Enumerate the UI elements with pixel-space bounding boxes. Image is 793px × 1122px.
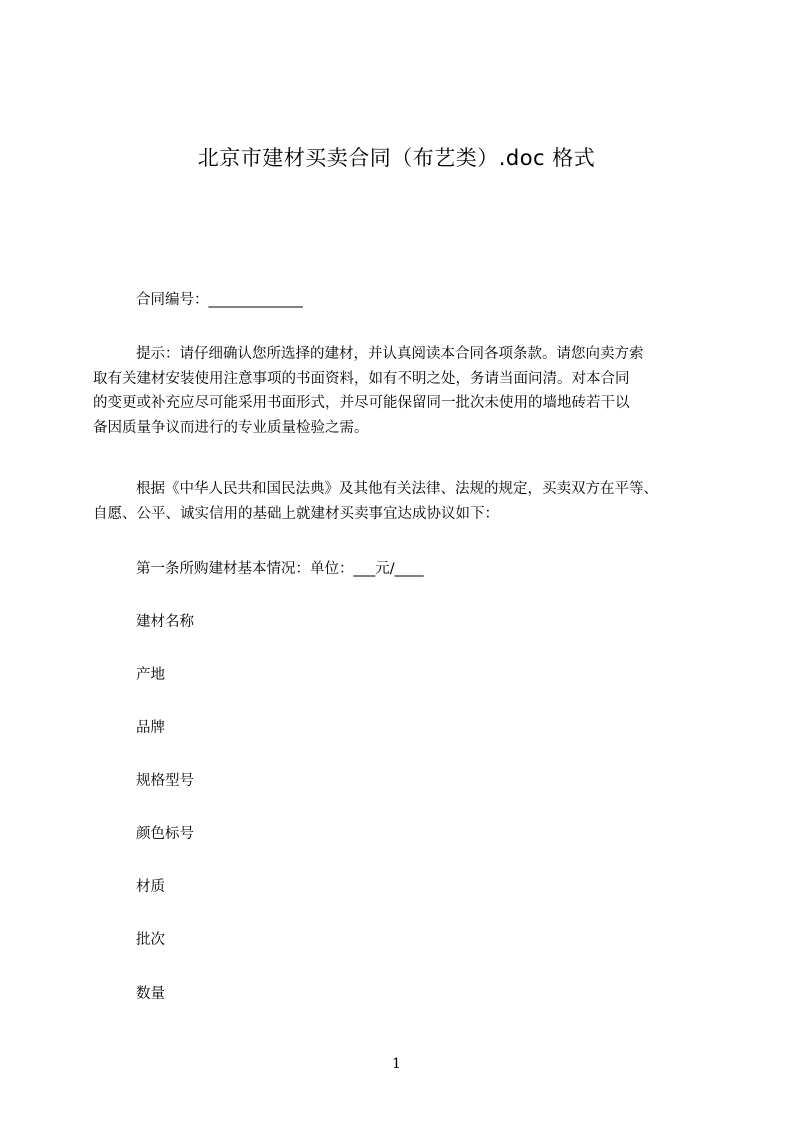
notice-line: 取有关建材安装使用注意事项的书面资料，如有不明之处，务请当面问清。对本合同 bbox=[93, 370, 630, 387]
document-title: 北京市建材买卖合同（布艺类）.doc 格式 bbox=[197, 146, 596, 170]
page-number: 1 bbox=[392, 1056, 401, 1072]
list-item: 建材名称 bbox=[136, 614, 194, 630]
notice-line: 备因质量争议而进行的专业质量检验之需。 bbox=[93, 419, 369, 436]
preamble-line: 自愿、公平、诚实信用的基础上就建材买卖事宜达成协议如下： bbox=[93, 505, 499, 522]
article-one-heading: 第一条所购建材基本情况：单位：___元/____ bbox=[136, 561, 424, 577]
list-item: 品牌 bbox=[136, 720, 165, 736]
list-item: 产地 bbox=[136, 667, 165, 683]
list-item: 数量 bbox=[136, 986, 165, 1002]
list-item: 材质 bbox=[136, 879, 165, 895]
list-item: 批次 bbox=[136, 932, 165, 948]
preamble-line: 根据《中华人民共和国民法典》及其他有关法律、法规的规定，买卖双方在平等、 bbox=[136, 481, 658, 497]
notice-line: 提示：请仔细确认您所选择的建材，并认真阅读本合同各项条款。请您向卖方索 bbox=[136, 346, 644, 362]
list-item: 规格型号 bbox=[136, 773, 194, 789]
notice-paragraph bbox=[93, 342, 709, 440]
preamble-paragraph bbox=[93, 477, 709, 526]
notice-line: 的变更或补充应尽可能采用书面形式，并尽可能保留同一批次未使用的墙地砖若干以 bbox=[93, 395, 630, 411]
contract-number-label: 合同编号：_____________ bbox=[136, 292, 303, 308]
list-item: 颜色标号 bbox=[136, 826, 194, 842]
